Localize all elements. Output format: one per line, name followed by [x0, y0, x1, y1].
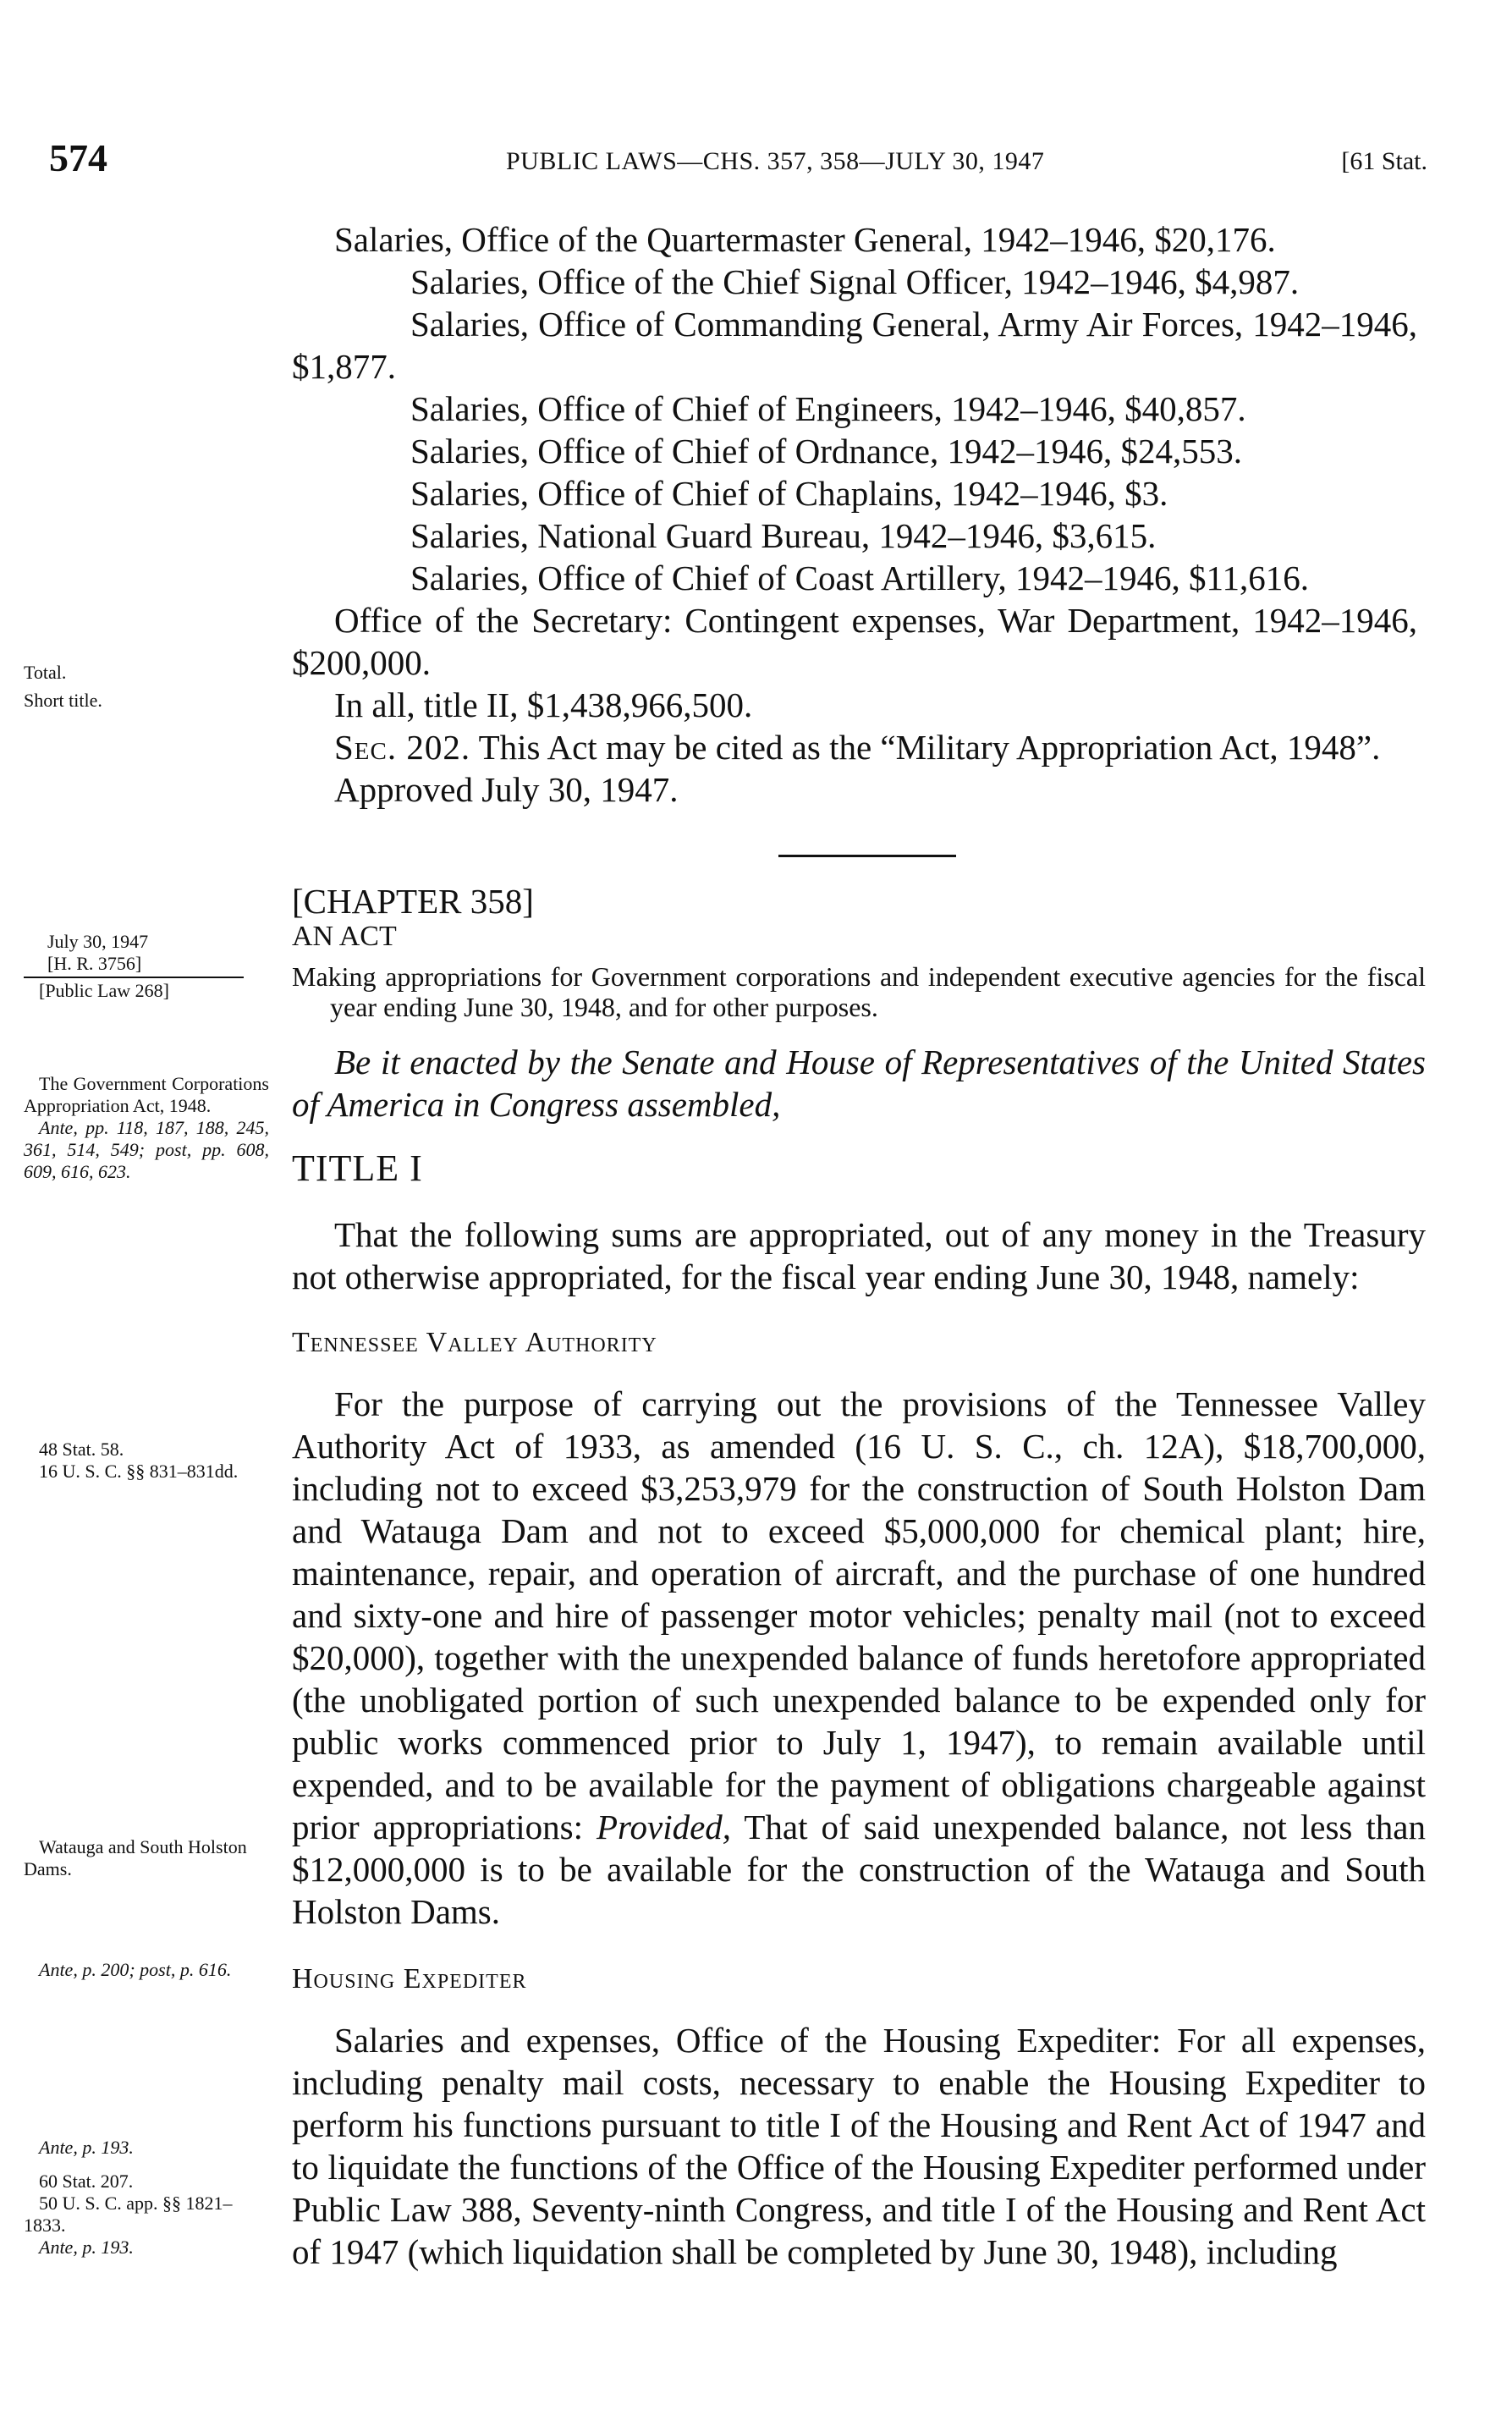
note-bill: [H. R. 3756]: [47, 953, 142, 974]
note-rule: [24, 977, 244, 978]
intro-paragraph: That the following sums are appropriated, out of any money in the Treasury not otherwise appropriated, for the fiscal year ending June 30, 1948, namely:: [292, 1215, 1426, 1296]
note-act-name: The Government Corporations Appropriation Act, 1948.: [24, 1073, 269, 1116]
margin-note-ante200: [24, 1959, 269, 1981]
salary-line: Salaries, Office of Commanding General, Army Air Forces, 1942–1946, $1,877.: [292, 305, 1417, 386]
page-number: 574: [49, 136, 107, 179]
volume-label: [61 Stat.: [1341, 147, 1427, 175]
housing-paragraph: Salaries and expenses, Office of the Housing Expediter: For all expenses, including penalty mail costs, necessary to enable the Housing Expediter to perform his functions pursuant to title I of the Housing and Rent Act of 1947 and to liquidate the functions of the Office of the Housing Expediter performed under Public Law 388, Seventy-ninth Congress, and title I of the Housing and Rent Act of 1947 (which liquidation shall be completed by June 30, 1948), including: [292, 2021, 1426, 2271]
in-all-line: In all, title II, $1,438,966,500.: [334, 685, 753, 724]
note-ante193b: Ante, p. 193.: [39, 2237, 134, 2258]
margin-note-watauga: [24, 1836, 269, 1880]
section-divider: [778, 855, 956, 857]
salary-line: Salaries, Office of Chief of Ordnance, 1942–1946, $24,553.: [410, 432, 1242, 470]
tva-paragraph: [292, 1383, 1426, 1933]
chapter-label: [CHAPTER 358]: [292, 882, 534, 921]
note-watauga: Watauga and South Holston Dams.: [24, 1836, 247, 1879]
note-usc: 16 U. S. C. §§ 831–831dd.: [39, 1461, 239, 1482]
enacting-text: Be it enacted by the Senate and House of Representatives of the United States of America in Congress assembled,: [292, 1043, 1426, 1124]
margin-note-act: [24, 1073, 269, 1183]
page-header: [49, 135, 1427, 178]
tva-text-b: That of said unexpended balance, not less than $12,000,000 is to be available for the construction of the Watauga and South Holston Dams.: [292, 1807, 1426, 1931]
salary-line: Salaries, National Guard Bureau, 1942–1946, $3,615.: [410, 516, 1157, 555]
chapter-header: [292, 880, 1426, 2273]
note-date: July 30, 1947: [47, 931, 149, 952]
note-usc2: 50 U. S. C. app. §§ 1821–1833.: [24, 2193, 233, 2236]
margin-note-stat: [24, 1439, 261, 1483]
secretary-line: Office of the Secretary: Contingent expenses, War Department, 1942–1946, $200,000.: [292, 601, 1417, 682]
tva-heading: Tennessee Valley Authority: [292, 1327, 657, 1358]
note-stat: 48 Stat. 58.: [39, 1439, 124, 1460]
enacting-clause: [292, 1041, 1426, 1125]
note-act-ante: Ante, pp. 118, 187, 188, 245, 361, 514, 549; post, pp. 608, 609, 616, 623.: [24, 1117, 269, 1182]
salary-line: Salaries, Office of Chief of Coast Artillery, 1942–1946, $11,616.: [410, 558, 1310, 597]
salary-line: Salaries, Office of Chief of Engineers, 1942–1946, $40,857.: [410, 389, 1246, 428]
approved-line: Approved July 30, 1947.: [334, 770, 679, 809]
margin-note-housing: [24, 2137, 261, 2259]
running-head: PUBLIC LAWS—CHS. 357, 358—JULY 30, 1947: [506, 147, 1045, 175]
title-heading: TITLE I: [292, 1147, 423, 1189]
section-label: Sec. 202.: [334, 728, 471, 767]
housing-heading: Housing Expediter: [292, 1963, 527, 1995]
margin-note-short-title: [24, 690, 278, 712]
an-act-label: AN ACT: [292, 921, 397, 952]
salary-line: Salaries, Office of the Quartermaster General, 1942–1946, $20,176.: [334, 220, 1276, 259]
note-stat2: 60 Stat. 207.: [39, 2171, 134, 2192]
act-title: Making appropriations for Government corporations and independent executive agencies for the fiscal year ending June 30, 1948, and for other purposes.: [292, 961, 1426, 1022]
section-202: [216, 726, 1417, 768]
section-text: This Act may be cited as the “Military Appropriation Act, 1948”.: [478, 728, 1381, 767]
note-public-law: [Public Law 268]: [39, 980, 169, 1001]
margin-note-total: [24, 662, 278, 684]
note-ante193a: Ante, p. 193.: [39, 2137, 134, 2158]
salaries-list: [292, 218, 1417, 811]
note-text: Short title.: [24, 690, 102, 711]
tva-text-a: For the purpose of carrying out the provisions of the Tennessee Valley Authority Act of 1933, as amended (16 U. S. C., ch. 12A), $18,700,000, including not to exceed $3,253,979 for the construction of South Holston Dam and Watauga Dam and not to exceed $5,000,000 for chemical plant; hire, maintenance, repair, and operation of aircraft, and the purchase of one hundred and sixty-one and hire of passenger motor vehicles; penalty mail (not to exceed $20,000), together with the unexpended balance of funds heretofore appropriated (the unobligated portion of such unexpended balance to be expended only for public works commenced prior to July 1, 1947), to remain available until expended, and to be available for the payment of obligations chargeable against prior appropriations:: [292, 1384, 1426, 1846]
salary-line: Salaries, Office of the Chief Signal Officer, 1942–1946, $4,987.: [410, 262, 1300, 301]
salary-line: Salaries, Office of Chief of Chaplains, 1942–1946, $3.: [410, 474, 1168, 513]
note-text: Total.: [24, 662, 67, 683]
note-ante200: Ante, p. 200; post, p. 616.: [39, 1959, 232, 1980]
margin-note-bill: [24, 931, 252, 1002]
proviso: Provided,: [597, 1807, 732, 1846]
